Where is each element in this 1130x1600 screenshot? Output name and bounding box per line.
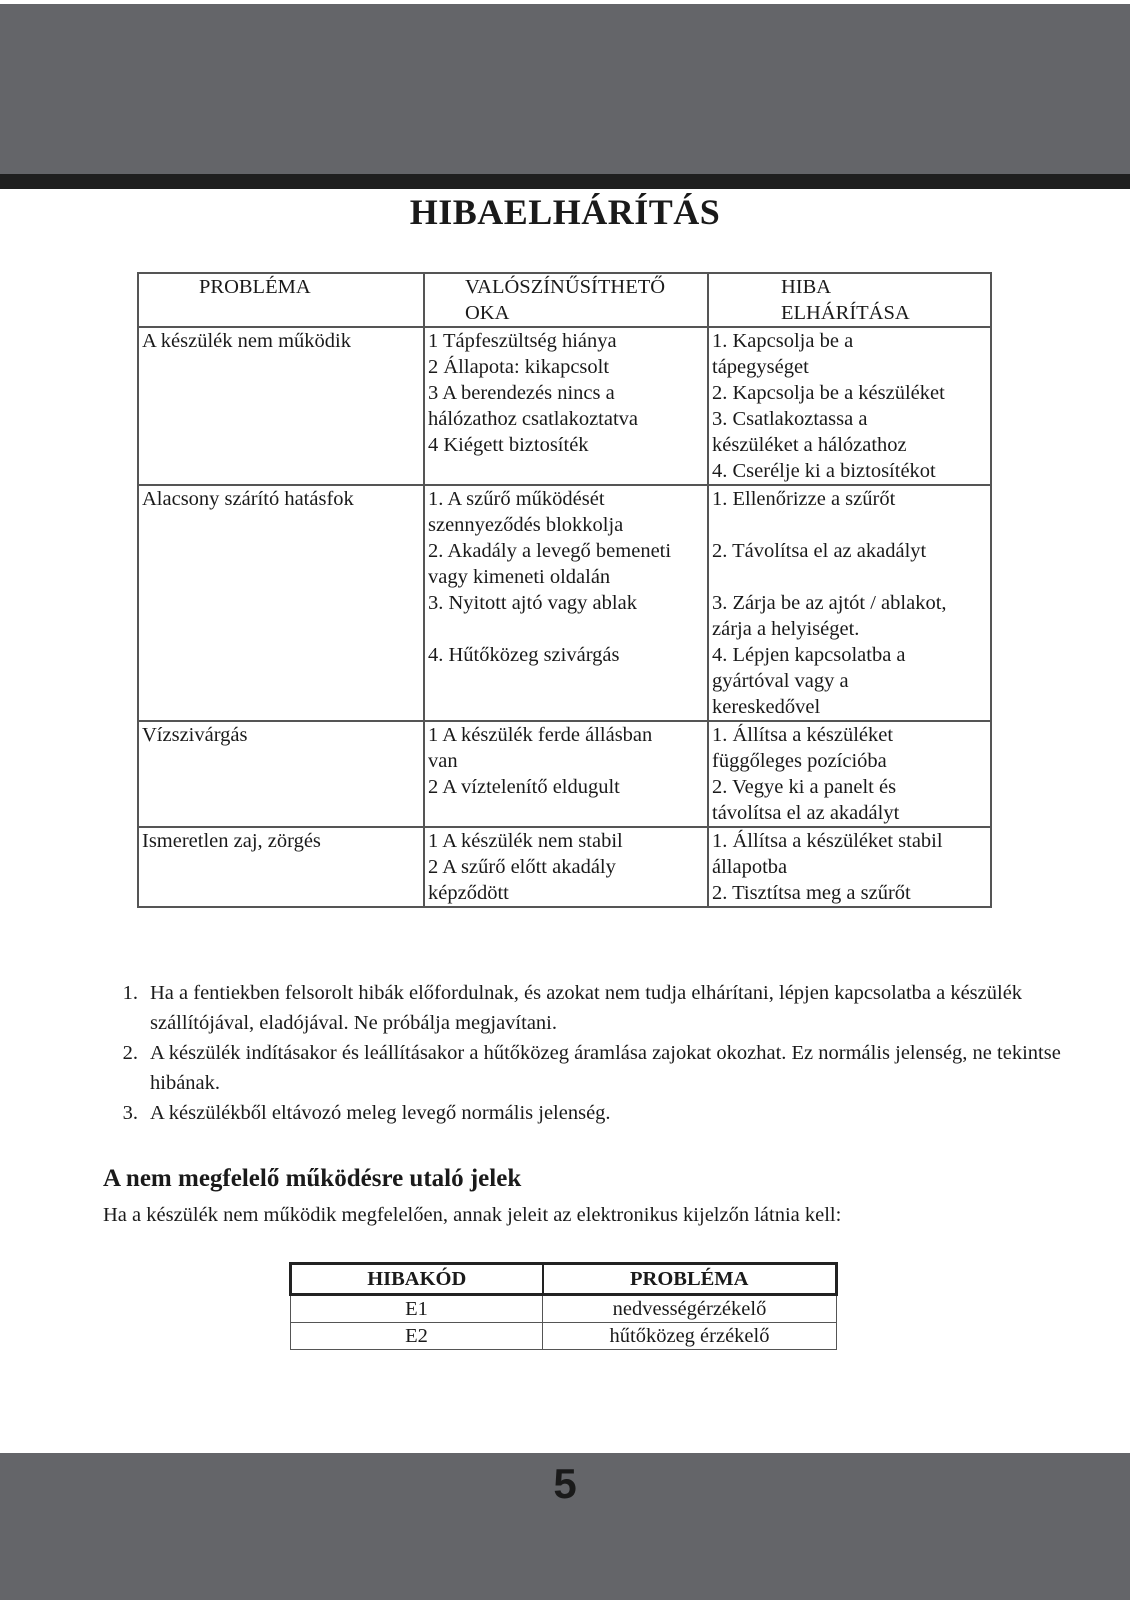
cause-cell: 1 A készülék nem stabil 2 A szűrő előtt akadály képződött <box>424 827 708 907</box>
error-code: E2 <box>291 1323 543 1350</box>
page-title: HIBAELHÁRÍTÁS <box>409 192 721 232</box>
error-problem: nedvességérzékelő <box>543 1295 837 1323</box>
cause-cell: 1 A készülék ferde állásban van 2 A víztelenítő eldugult <box>424 721 708 827</box>
header-fix: HIBA ELHÁRÍTÁSA <box>708 273 991 327</box>
header-problem: PROBLÉMA <box>543 1264 837 1295</box>
page-number: 5 <box>553 1460 577 1507</box>
problem-cell: Vízszivárgás <box>138 721 424 827</box>
problem-cell: Ismeretlen zaj, zörgés <box>138 827 424 907</box>
table-row <box>138 827 991 907</box>
note-number: 3. <box>122 1102 138 1124</box>
table-row <box>291 1295 837 1323</box>
fix-cell: 1. Ellenőrizze a szűrőt 2. Távolítsa el az akadályt 3. Zárja be az ajtót / ablakot, zárja a helyiséget. 4. Lépjen kapcsolatba a gyártóval vagy a kereskedővel <box>708 485 991 721</box>
note-text: Ha a fentiekben felsorolt hibák előfordulnak, és azokat nem tudja elhárítani, lépjen kapcsolatba a készülék szállítójával, eladójával. Ne próbálja megjavítani. <box>150 982 1023 1034</box>
note-text: A készülékből eltávozó meleg levegő normális jelenség. <box>150 1102 611 1124</box>
table-row <box>138 327 991 485</box>
error-code-header-row <box>291 1264 837 1295</box>
error-code-table <box>289 1262 838 1350</box>
list-item <box>110 1038 1070 1098</box>
fix-cell: 1. Kapcsolja be a tápegységet 2. Kapcsolja be a készüléket 3. Csatlakoztassa a készüléket a hálózathoz 4. Cserélje ki a biztosítékot <box>708 327 991 485</box>
problem-cell: Alacsony szárító hatásfok <box>138 485 424 721</box>
table-row <box>291 1323 837 1350</box>
note-text: A készülék indításakor és leállításakor a hűtőközeg áramlása zajokat okozhat. Ez normális jelenség, ne tekintse hibának. <box>150 1042 1061 1094</box>
fix-cell: 1. Állítsa a készüléket függőleges pozícióba 2. Vegye ki a panelt és távolítsa el az akadályt <box>708 721 991 827</box>
cause-cell: 1 Tápfeszültség hiánya 2 Állapota: kikapcsolt 3 A berendezés nincs a hálózathoz csatlakoztatva 4 Kiégett biztosíték <box>424 327 708 485</box>
note-number: 2. <box>122 1042 138 1064</box>
header-rule <box>0 174 1130 189</box>
table-row <box>138 721 991 827</box>
note-number: 1. <box>122 982 138 1004</box>
troubleshooting-table <box>137 272 992 908</box>
list-item <box>110 1098 1070 1128</box>
fix-cell: 1. Állítsa a készüléket stabil állapotba 2. Tisztítsa meg a szűrőt <box>708 827 991 907</box>
header-code: HIBAKÓD <box>291 1264 543 1295</box>
cause-cell: 1. A szűrő működését szennyeződés blokkolja 2. Akadály a levegő bemeneti vagy kimeneti oldalán 3. Nyitott ajtó vagy ablak 4. Hűtőközeg szivárgás <box>424 485 708 721</box>
error-section-title: A nem megfelelő működésre utaló jelek <box>103 1165 522 1192</box>
troubleshooting-header-row <box>138 273 991 327</box>
error-problem: hűtőközeg érzékelő <box>543 1323 837 1350</box>
table-row <box>138 485 991 721</box>
header-cause: VALÓSZÍNŰSÍTHETŐ OKA <box>424 273 708 327</box>
problem-cell: A készülék nem működik <box>138 327 424 485</box>
header-band <box>0 4 1130 174</box>
header-problem: PROBLÉMA <box>138 273 424 327</box>
notes-list <box>110 978 1070 1128</box>
error-code: E1 <box>291 1295 543 1323</box>
list-item <box>110 978 1070 1038</box>
error-section-intro: Ha a készülék nem működik megfelelően, annak jeleit az elektronikus kijelzőn látnia kell: <box>103 1204 842 1226</box>
